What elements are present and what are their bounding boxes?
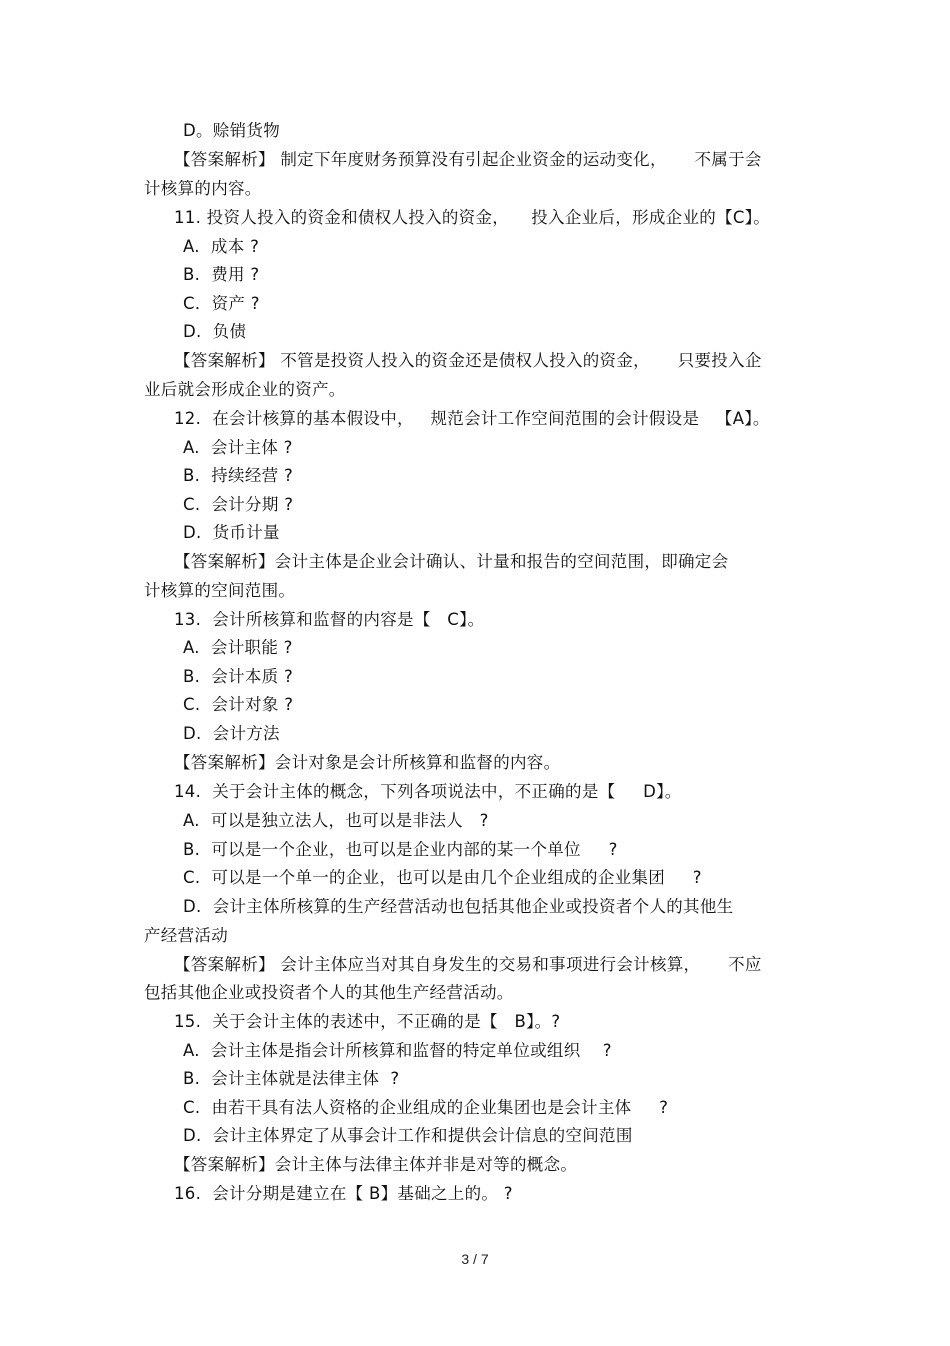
- option-b-q13: B. 会计本质 ?: [183, 667, 294, 686]
- answer-analysis-q15: 【答案解析】会计主体与法律主体并非是对等的概念。: [174, 1155, 578, 1174]
- option-a-q14: A. 可以是独立法人，也可以是非法人 ?: [183, 811, 489, 830]
- question-11: 11. 投资人投入的资金和债权人投入的资金， 投入企业后，形成企业的【C】。: [174, 208, 771, 227]
- option-b-q11: B. 费用 ?: [183, 265, 260, 284]
- option-c-q15: C. 由若干具有法人资格的企业组成的企业集团也是会计主体 ?: [183, 1098, 669, 1117]
- answer-analysis-q12: 【答案解析】会计主体是企业会计确认、计量和报告的空间范围，即确定会: [174, 552, 729, 571]
- option-a-q13: A. 会计职能 ?: [183, 638, 293, 657]
- answer-analysis-q11-cont: 业后就会形成企业的资产。: [144, 380, 346, 399]
- option-a-q15: A. 会计主体是指会计所核算和监督的特定单位或组织 ?: [183, 1041, 612, 1060]
- question-13: 13. 会计所核算和监督的内容是【 C】。: [174, 610, 485, 629]
- option-c-q12: C. 会计分期 ?: [183, 495, 294, 514]
- option-d-q15: D. 会计主体界定了从事会计工作和提供会计信息的空间范围: [183, 1126, 633, 1145]
- question-14: 14. 关于会计主体的概念，下列各项说法中，不正确的是【 D】。: [174, 782, 682, 801]
- answer-analysis-q11: 【答案解析】 不管是投资人投入的资金还是债权人投入的资金， 只要投入企: [174, 351, 762, 370]
- option-a-q11: A. 成本 ?: [183, 237, 260, 256]
- answer-analysis-q14-cont: 包括其他企业或投资者个人的其他生产经营活动。: [144, 983, 514, 1002]
- option-c-q13: C. 会计对象 ?: [183, 695, 294, 714]
- option-d-q14-cont: 产经营活动: [144, 926, 228, 945]
- option-c-q14: C. 可以是一个单一的企业，也可以是由几个企业组成的企业集团 ?: [183, 868, 702, 887]
- page-number: 3 / 7: [461, 1251, 489, 1267]
- option-d-q12: D. 货币计量: [183, 523, 280, 542]
- question-12: 12. 在会计核算的基本假设中， 规范会计工作空间范围的会计假设是 【A】。: [174, 409, 770, 428]
- option-a-q12: A. 会计主体 ?: [183, 438, 293, 457]
- answer-analysis-q12-cont: 计核算的空间范围。: [144, 581, 296, 600]
- option-d-q14: D. 会计主体所核算的生产经营活动也包括其他企业或投资者个人的其他生: [183, 897, 734, 916]
- option-d-q11: D. 负债: [183, 322, 247, 341]
- option-d-q13: D. 会计方法: [183, 724, 280, 743]
- question-16: 16. 会计分期是建立在【 B】基础之上的。 ?: [174, 1184, 513, 1203]
- option-b-q15: B. 会计主体就是法律主体 ?: [183, 1069, 400, 1088]
- option-b-q12: B. 持续经营 ?: [183, 466, 294, 485]
- option-b-q14: B. 可以是一个企业，也可以是企业内部的某一个单位 ?: [183, 840, 618, 859]
- answer-analysis-q13: 【答案解析】会计对象是会计所核算和监督的内容。: [174, 753, 561, 772]
- option-c-q11: C．资产 ?: [183, 294, 260, 313]
- option-d-q10: D。赊销货物: [183, 121, 281, 140]
- answer-analysis-q10: 【答案解析】 制定下年度财务预算没有引起企业资金的运动变化， 不属于会: [174, 150, 762, 169]
- question-15: 15. 关于会计主体的表述中，不正确的是【 B】。?: [174, 1012, 561, 1031]
- answer-analysis-q10-cont: 计核算的内容。: [144, 179, 262, 198]
- answer-analysis-q14: 【答案解析】 会计主体应当对其自身发生的交易和事项进行会计核算， 不应: [174, 955, 762, 974]
